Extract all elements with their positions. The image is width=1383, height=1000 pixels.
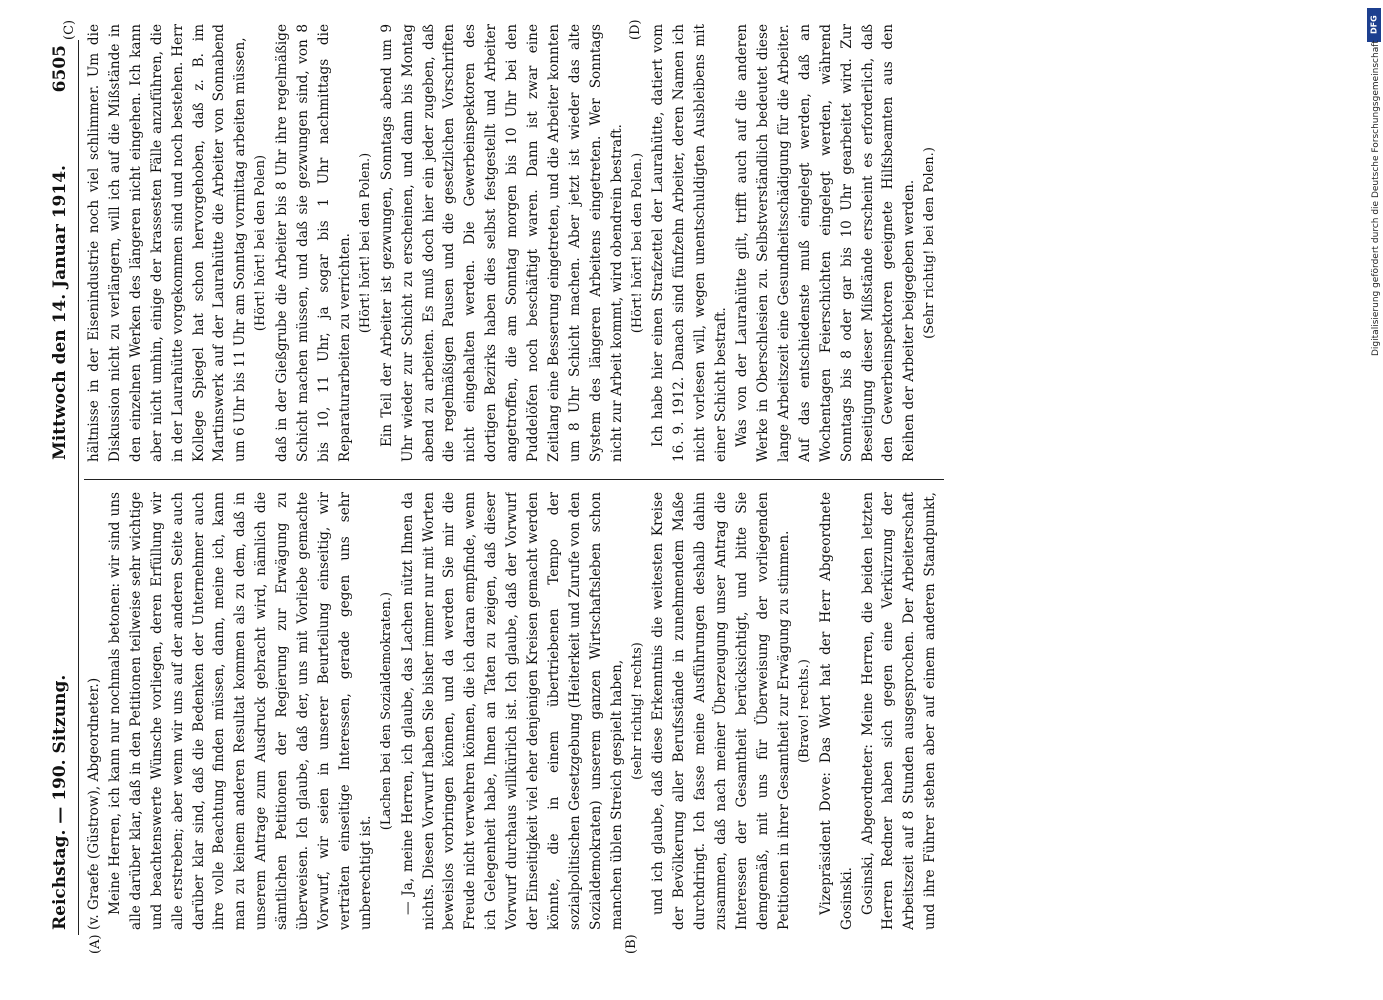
margin-mark-b: (B): [624, 934, 639, 954]
interjection: (Bravo! rechts.): [796, 659, 812, 763]
interjection: (Lachen bei den Sozialdemokraten.): [378, 591, 394, 831]
speaker-continuation: (v. Graefe (Güstrow), Abgeordneter.): [86, 677, 102, 930]
digitization-credit: Digitalisierung gefördert durch die Deutsche Forschungsgemeinschaft: [1371, 40, 1381, 356]
column-divider: [84, 479, 944, 480]
paragraph: Ein Teil der Arbeiter ist gezwungen, Sonntags abend um 9 Uhr wieder zur Schicht zu erscheinen, und dann bis Montag abend zu arbeiten. Es muß doch hier ein jeder zugeben, daß die regelmäßigen Pausen und die gesetzlichen Vorschriften nicht eingehalten werden. Die Gewerbeinspektoren des dortigen Bezirks haben dies selbst festgestellt und Arbeiter angetroffen, die am Sonntag morgen bis 10 Uhr bei den Puddelöfen noch beschäftigt waren. Dann ist zwar eine Zeitlang eine Besserung eingetreten, und die Arbeiter konnten um 8 Uhr Schicht machen. Aber jetzt ist wieder das alte System des längeren Arbeitens eingetreten. Wer Sonntags nicht zur Arbeit kommt, wird obendrein bestraft.: [378, 24, 625, 462]
header-rule: [78, 40, 79, 935]
left-column: [84, 492, 944, 930]
dfg-logo: DFG: [1367, 8, 1381, 42]
interjection: (Hört! hört! bei den Polen.): [357, 152, 373, 334]
margin-mark-d: (D): [628, 19, 643, 40]
interjection: (Hört! hört! bei den Polen.): [629, 152, 645, 334]
interjection: (Hört! hört! bei den Polen): [253, 154, 269, 332]
speaker-paragraph: Vizepräsident Dove: Das Wort hat der Herr Abgeordnete Gosinski.: [817, 492, 855, 930]
paragraph: und ich glaube, daß diese Erkenntnis die weitesten Kreise der Bevölkerung aller Berufsstände in zunehmendem Maße durchdringt. Ich fasse meine Ausführungen deshalb dahin zusammen, daß nach meiner Überzeugung unser Antrag die Interessen der Gesamtheit berücksichtigt, und bitte Sie demgemäß, mit uns für Überweisung der vorliegenden Petitionen in ihrer Gesamtheit zur Erwägung zu stimmen.: [650, 492, 792, 930]
paragraph: Meine Herren, ich kann nur nochmals betonen: wir sind uns alle darüber klar, daß in den Petitionen teilweise sehr wichtige und beachtenswerte Wünsche vorliegen, deren Erfüllung wir alle erstreben; aber wenn wir uns auf der anderen Seite auch darüber klar sind, daß die Bedenken der Unternehmer auch ihre volle Beachtung finden müssen, dann, meine ich, kann man zu keinem anderen Resultat kommen als zu dem, daß in unserem Antrage zum Ausdruck gebracht wird, nämlich die sämtlichen Petitionen der Regierung zur Erwägung zu überweisen. Ich glaube, daß der, uns mit Vorliebe gemachte Vorwurf, wir seien in unserer Beurteilung einseitig, wir verträten einseitige Interessen, gerade gegen uns sehr unberechtigt ist.: [106, 492, 374, 930]
paragraph: — Ja, meine Herren, ich glaube, das Lachen nützt Ihnen da nichts. Diesen Vorwurf haben Sie bisher immer nur mit Worten beweislos vorbringen können, und da werden Sie mir die Freude nicht verwehren können, die ich daran empfinde, wenn ich Gelegenheit habe, Ihnen an Taten zu zeigen, daß dieser Vorwurf durchaus willkürlich ist. Ich glaube, daß der Vorwurf der Einseitigkeit viel eher denjenigen Kreisen gemacht werden könnte, die in einem übertriebenen Tempo der sozialpolitischen Gesetzgebung (Heiterkeit und Zurufe von den Sozialdemokraten) unserem ganzen Wirtschaftsleben schon manchen üblen Streich gespielt haben,: [399, 492, 625, 930]
speaker-paragraph: Gosinski, Abgeordneter: Meine Herren, die beiden letzten Herren Redner haben sich gegen eine Verkürzung der Arbeitszeit auf 8 Stunden ausgesprochen. Der Arbeiterschaft und ihre Führer stehen aber auf einem anderen Standpunkt,: [859, 492, 939, 930]
paragraph: hältnisse in der Eisenindustrie noch viel schlimmer. Um die Diskussion nicht zu verlängern, will ich auf die Mißstände in den einzelnen Werken des längeren nicht eingehen. Ich kann aber nicht umhin, einige der krassesten Fälle anzuführen, die in der Laurahütte vorgekommen sind und noch bestehen. Herr Kollege Spiegel hat schon hervorgehoben, daß z. B. im Martinswerk auf der Laurahütte die Arbeiter von Sonnabend um 6 Uhr bis 11 Uhr am Sonntag vormittag arbeiten müssen,: [86, 24, 249, 462]
paragraph: [941, 24, 944, 462]
right-column: [84, 24, 944, 462]
page-number: 6505: [50, 45, 70, 93]
margin-mark-a: (A): [88, 934, 103, 954]
running-head-date: Mittwoch den 14. Januar 1914.: [50, 165, 70, 460]
running-head: [50, 45, 74, 930]
paragraph: Ich habe hier einen Strafzettel der Laurahütte, datiert vom 16. 9. 1912. Danach sind fünfzehn Arbeiter, deren Namen ich nicht vorlesen will, wegen unentschuldigten Ausbleibens mit einer Schicht bestraft.: [650, 24, 730, 462]
interjection: (Sehr richtig! bei den Polen.): [922, 147, 938, 339]
paragraph: Was von der Laurahütte gilt, trifft auch auf die anderen Werke in Oberschlesien zu. Selbstverständlich bedeutet diese lange Arbeitszeit eine Gesundheitsschädigung für die Arbeiter. Auf das entschiedenste muß eingelegt werden, daß an Wochentagen Feierschichten eingelegt werden, während Sonntags bis 8 oder gar bis 10 Uhr gearbeitet wird. Zur Beseitigung dieser Mißstände erscheint es erforderlich, daß den Gewerbeinspektoren geeignete Hilfsbeamten aus den Reihen der Arbeiter beigegeben werden.: [734, 24, 918, 462]
margin-mark-c: (C): [62, 19, 77, 40]
interjection: (sehr richtig! rechts): [629, 642, 645, 780]
running-head-left: Reichstag. — 190. Sitzung.: [50, 674, 70, 930]
paragraph: daß in der Gießgrube die Arbeiter bis 8 Uhr ihre regelmäßige Schicht machen müssen, und daß sie gezwungen sind, von 8 bis 10, 11 Uhr, ja sogar bis 1 Uhr nachmittags die Reparaturarbeiten zu verrichten.: [274, 24, 353, 462]
